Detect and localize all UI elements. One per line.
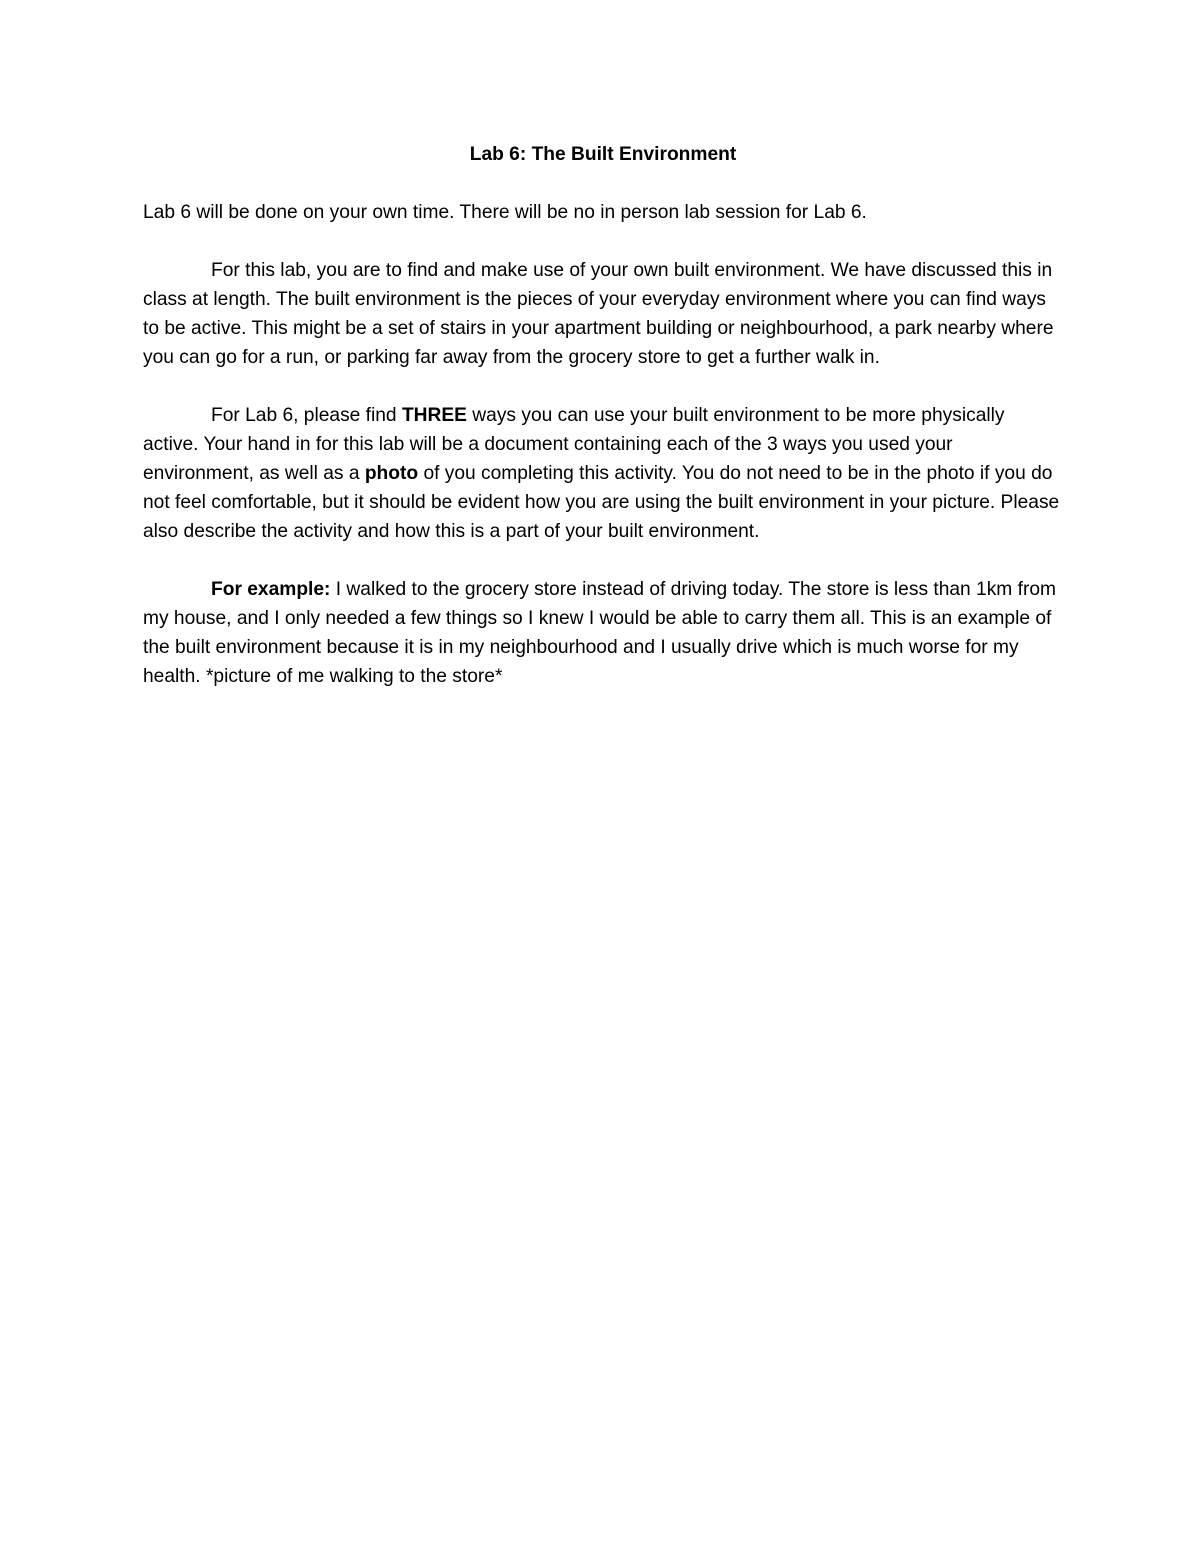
document-title: Lab 6: The Built Environment — [469, 144, 737, 165]
paragraph-assignment-text-1: For Lab 6, please find — [211, 405, 402, 426]
example-label: For example: — [211, 579, 331, 600]
paragraph-assignment-text-2: ways you can use your built environment to be more physically active. Your hand in for this lab will be a document containing each of the 3 ways you used your environment, as well as a — [143, 405, 1005, 484]
emphasis-three: THREE — [401, 405, 467, 426]
example-text: I walked to the grocery store instead of driving today. The store is less than 1km from my house, and I only needed a few things so I knew I would be able to carry them all. This is an example of the built environment because it is in my neighbourhood and I usually drive which is much worse for my health. *picture of me walking to the store* — [143, 579, 1056, 687]
paragraph-assignment-text-3: of you completing this activity. You do not need to be in the photo if you do not feel comfortable, but it should be evident how you are using the built environment in your picture. Please also describe the activity and how this is a part of your built environment. — [143, 463, 1060, 542]
paragraph-example — [143, 575, 1063, 691]
document-body — [143, 140, 1063, 720]
paragraph-assignment — [143, 401, 1063, 546]
paragraph-built-environment: For this lab, you are to find and make use of your own built environment. We have discussed this in class at length. The built environment is the pieces of your everyday environment where you can find ways to be active. This might be a set of stairs in your apartment building or neighbourhood, a park nearby where you can go for a run, or parking far away from the grocery store to get a further walk in. — [143, 260, 1054, 368]
intro-paragraph: Lab 6 will be done on your own time. There will be no in person lab session for Lab 6. — [143, 202, 867, 223]
emphasis-photo: photo — [364, 463, 419, 484]
